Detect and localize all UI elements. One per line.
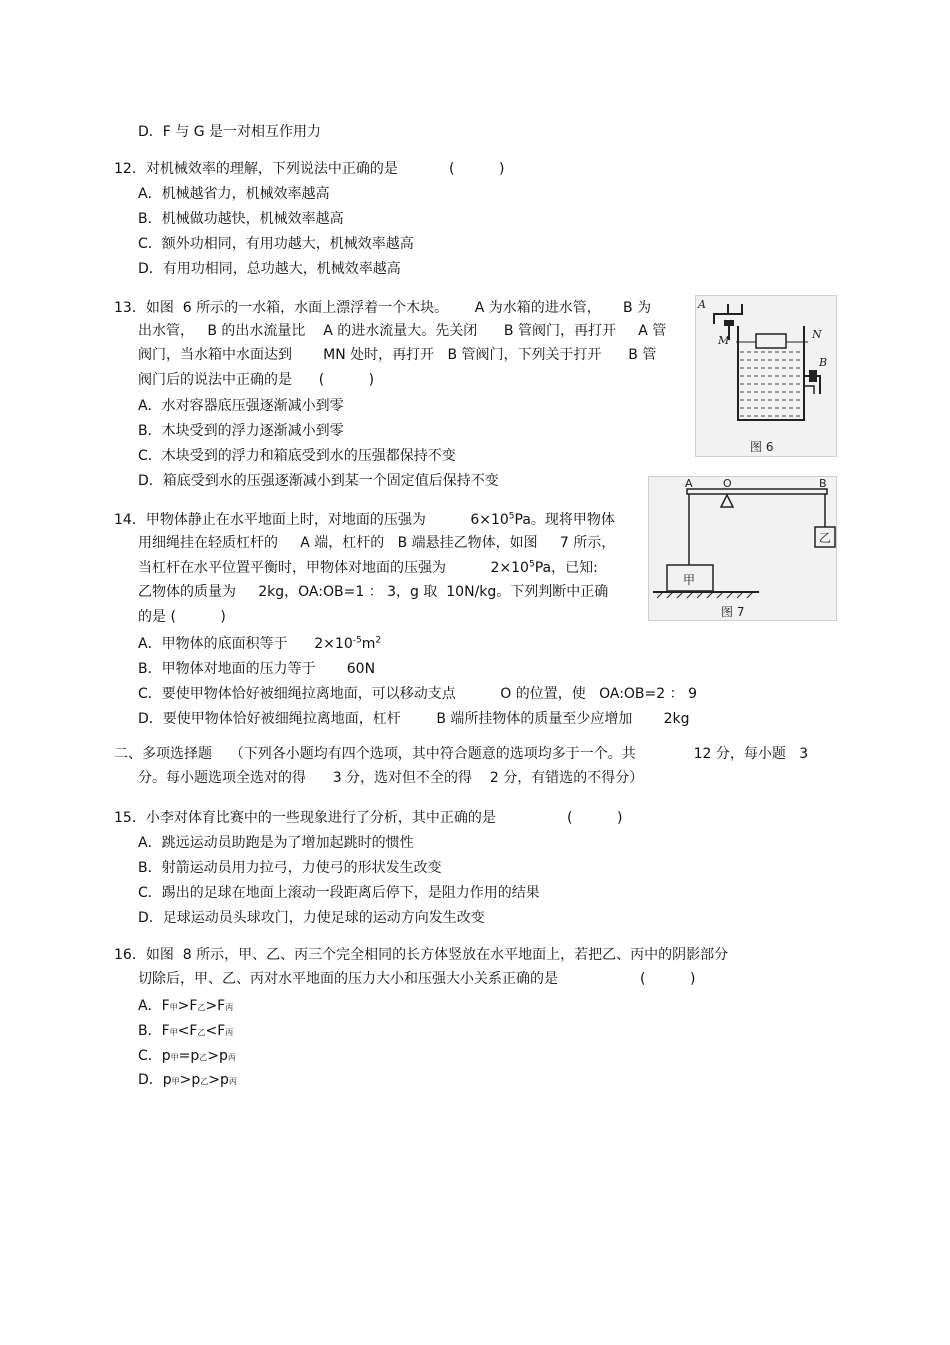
q14-stem-line-1: 14．甲物体静止在水平地面上时，对地面的压强为 $6\times 10^5Pa$。现将甲物体 <box>114 511 615 528</box>
q12-option-b: B．机械做功越快，机械效率越高 <box>138 211 344 227</box>
q13-option-b: B．木块受到的浮力逐渐减小到零 <box>138 423 344 439</box>
q16-stem-line-2: 切除后，甲、乙、丙对水平地面的压力大小和压强大小关系正确的是 <box>138 971 558 987</box>
q13-stem-line-4: 阀门后的说法中正确的是 ( ) <box>138 372 375 388</box>
q15-answer-paren: ( ) <box>567 810 623 826</box>
figure-7-label-b: B <box>819 477 827 490</box>
q13-stem-line-1: 13．如图 6 所示的一水箱，水面上漂浮着一个木块。 A 为水箱的进水管， B 为 <box>114 300 652 316</box>
q13-option-d: D．箱底受到水的压强逐渐减小到某一个固定值后保持不变 <box>138 473 499 489</box>
figure-6-label-b: B <box>819 356 828 369</box>
q16-option-b: B．F甲<F乙<F丙 <box>138 1023 234 1039</box>
figure-6-label-a: A <box>698 298 706 311</box>
q16-option-d: D．p甲>p乙>p丙 <box>138 1072 237 1088</box>
figure-7-label-jia: 甲 <box>683 573 696 587</box>
q15-option-b: B．射箭运动员用力拉弓，力使弓的形状发生改变 <box>138 860 442 876</box>
q12-answer-paren: ( ) <box>449 161 505 177</box>
figure-7-label-a: A <box>685 477 693 490</box>
q16-stem-line-1: 16．如图 8 所示，甲、乙、丙三个完全相同的长方体竖放在水平地面上，若把乙、丙中的阴影部分 <box>114 947 729 963</box>
q15-option-d: D．足球运动员头球攻门，力使足球的运动方向发生改变 <box>138 910 485 926</box>
figure-7-lever <box>648 476 837 621</box>
section-2-heading-line-1: 二、多项选择题 （下列各小题均有四个选项，其中符合题意的选项均多于一个。共 12 分，每小题 3 <box>114 746 809 762</box>
q13-option-c: C．木块受到的浮力和箱底受到水的压强都保持不变 <box>138 448 456 464</box>
section-2-heading-line-2: 分。每小题选项全选对的得 3 分，选对但不全的得 2 分，有错选的不得分） <box>138 770 644 786</box>
q16-answer-paren: ( ) <box>640 971 696 987</box>
q13-stem-line-2: 出水管， B 的出水流量比 A 的进水流量大。先关闭 B 管阀门，再打开 A 管 <box>138 323 667 339</box>
q14-stem-line-4: 乙物体的质量为 2kg，OA:OB=1 ： 3，g 取 10N/kg。下列判断中正确 <box>138 584 609 600</box>
figure-7-label-o: O <box>723 477 732 490</box>
q16-option-c: C．p甲=p乙>p丙 <box>138 1048 236 1064</box>
q15-option-a: A．跳远运动员助跑是为了增加起跳时的惯性 <box>138 835 414 851</box>
q12-option-c: C．额外功相同，有用功越大，机械效率越高 <box>138 236 414 252</box>
figure-6-water-tank <box>695 295 837 457</box>
q14-option-b: B．甲物体对地面的压力等于 60N <box>138 661 376 677</box>
q13-option-a: A．水对容器底压强逐渐减小到零 <box>138 398 344 414</box>
q14-option-c: C．要使甲物体恰好被细绳拉离地面，可以移动支点 O 的位置，使 OA:OB=2 ： 9 <box>138 686 697 702</box>
q15-stem: 15．小李对体育比赛中的一些现象进行了分析，其中正确的是 <box>114 810 496 826</box>
figure-6-label-m: M <box>718 334 730 347</box>
q14-stem-line-3: 当杠杆在水平位置平衡时，甲物体对地面的压强为 $2\times 10^5Pa$，已知: <box>138 559 598 576</box>
q11-option-d: D．F 与 G 是一对相互作用力 <box>138 124 322 140</box>
figure-6-caption: 图 6 <box>750 440 774 454</box>
figure-7-caption: 图 7 <box>721 605 745 619</box>
q16-option-a: A．F甲>F乙>F丙 <box>138 998 234 1014</box>
q12-option-d: D．有用功相同，总功越大，机械效率越高 <box>138 261 401 277</box>
q14-stem-line-5: 的是 ( ) <box>138 609 226 625</box>
q12-option-a: A．机械越省力，机械效率越高 <box>138 186 330 202</box>
q14-stem-line-2: 用细绳挂在轻质杠杆的 A 端，杠杆的 B 端悬挂乙物体，如图 7 所示， <box>138 535 616 551</box>
q14-option-d: D．要使甲物体恰好被细绳拉离地面，杠杆 B 端所挂物体的质量至少应增加 2kg <box>138 711 690 727</box>
q14-option-a: A．甲物体的底面积等于 $2\times 10^{-5}m^2$ <box>138 635 382 652</box>
figure-7-label-yi: 乙 <box>819 531 832 545</box>
q12-stem: 12．对机械效率的理解，下列说法中正确的是 <box>114 161 398 177</box>
q13-stem-line-3: 阀门，当水箱中水面达到 MN 处时，再打开 B 管阀门，下列关于打开 B 管 <box>138 347 657 363</box>
figure-6-label-n: N <box>812 328 822 341</box>
q15-option-c: C．踢出的足球在地面上滚动一段距离后停下，是阻力作用的结果 <box>138 885 540 901</box>
